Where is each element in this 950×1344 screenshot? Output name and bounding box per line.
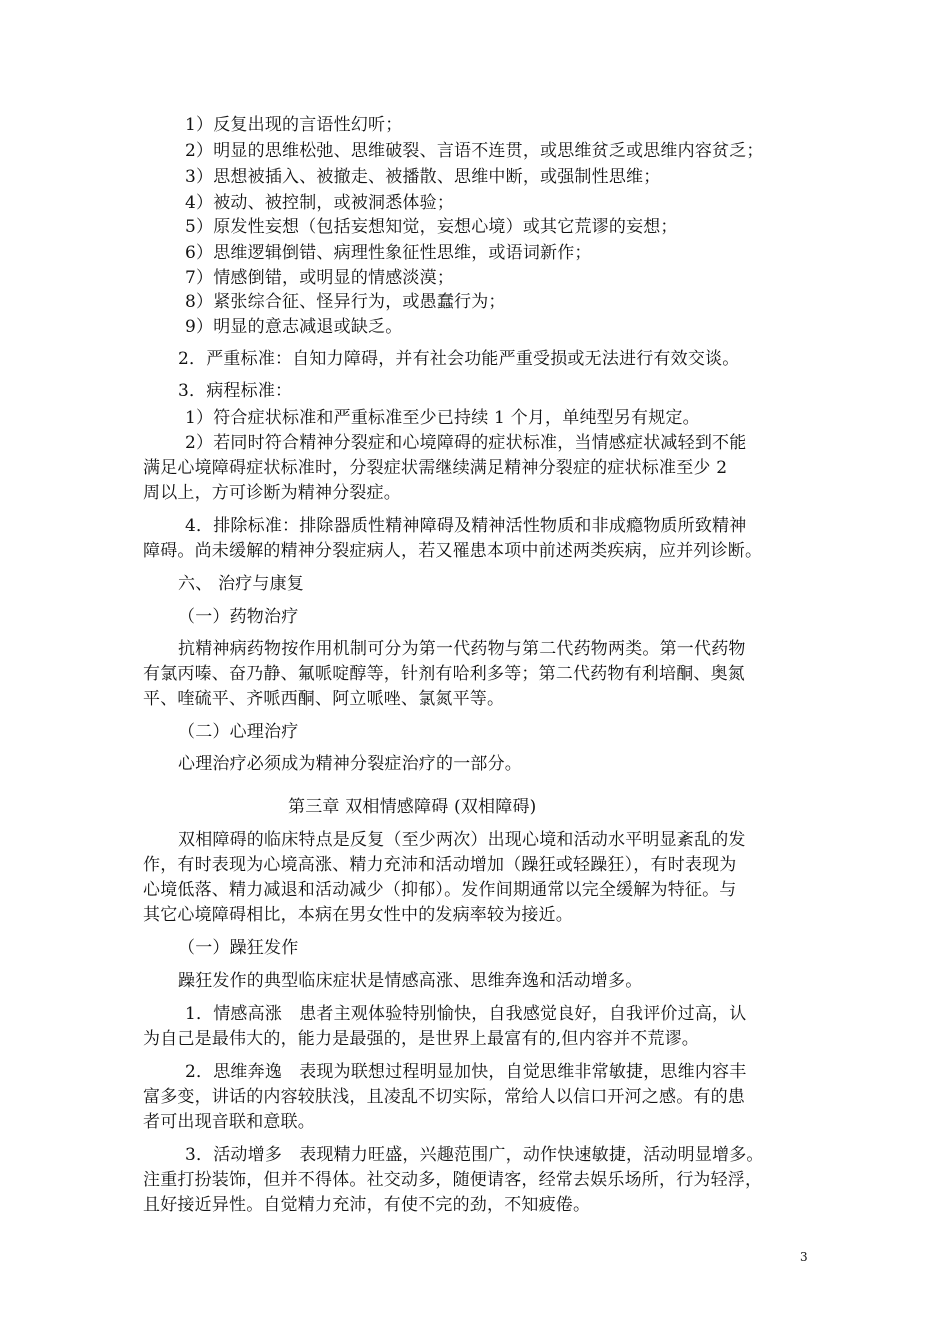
subheading-manic-episode: （一）躁狂发作: [178, 938, 299, 958]
increased-activity-line-2: 注重打扮装饰，但并不得体。社交动多，随便请客，经常去娱乐场所，行为轻浮，: [143, 1170, 763, 1190]
criterion-3: 3）思想被插入、被撤走、被播散、思维中断，或强制性思维；: [185, 167, 661, 187]
drug-therapy-line-2: 有氯丙嗪、奋乃静、氟哌啶醇等，针剂有哈利多等；第二代药物有利培酮、奥氮: [143, 664, 745, 684]
flight-of-ideas-line-1: 2．思维奔逸 表现为联想过程明显加快，自觉思维非常敏捷，思维内容丰: [185, 1062, 747, 1082]
exclusion-standard-line-2: 障碍。尚未缓解的精神分裂症病人，若又罹患本项中前述两类疾病，应并列诊断。: [143, 541, 763, 561]
chapter-title: 第三章 双相情感障碍 (双相障碍): [288, 797, 537, 817]
increased-activity-line-3: 且好接近异性。自觉精力充沛，有使不完的劲，不知疲倦。: [143, 1195, 591, 1215]
bipolar-intro-line-3: 心境低落、精力减退和活动减少（抑郁）。发作间期通常以完全缓解为特征。与: [143, 880, 737, 900]
criterion-9: 9）明显的意志减退或缺乏。: [185, 317, 403, 337]
criterion-1: 1）反复出现的言语性幻听；: [185, 115, 403, 135]
drug-therapy-line-3: 平、喹硫平、齐哌西酮、阿立哌唑、氯氮平等。: [143, 689, 505, 709]
criterion-8: 8）紧张综合征、怪异行为，或愚蠢行为；: [185, 292, 506, 312]
page-number: 3: [800, 1250, 808, 1264]
elevated-mood-line-2: 为自己是最伟大的，能力是最强的，是世界上最富有的,但内容并不荒谬。: [143, 1029, 700, 1049]
course-standard-heading: 3．病程标准：: [178, 381, 293, 401]
bipolar-intro-line-4: 其它心境障碍相比，本病在男女性中的发病率较为接近。: [143, 905, 573, 925]
course-standard-2-line-3: 周以上，方可诊断为精神分裂症。: [143, 483, 401, 503]
criterion-4: 4）被动、被控制，或被洞悉体验；: [185, 193, 455, 213]
bipolar-intro-line-1: 双相障碍的临床特点是反复（至少两次）出现心境和活动水平明显紊乱的发: [178, 830, 746, 850]
criterion-5: 5）原发性妄想（包括妄想知觉，妄想心境）或其它荒谬的妄想；: [185, 217, 678, 237]
course-standard-2-line-2: 满足心境障碍症状标准时，分裂症状需继续满足精神分裂症的症状标准至少 2: [143, 458, 728, 478]
elevated-mood-line-1: 1．情感高涨 患者主观体验特别愉快，自我感觉良好，自我评价过高，认: [185, 1004, 747, 1024]
drug-therapy-line-1: 抗精神病药物按作用机制可分为第一代药物与第二代药物两类。第一代药物: [178, 639, 746, 659]
exclusion-standard-line-1: 4．排除标准：排除器质性精神障碍及精神活性物质和非成瘾物质所致精神: [185, 516, 747, 536]
increased-activity-line-1: 3．活动增多 表现精力旺盛，兴趣范围广，动作快速敏捷，活动明显增多。: [185, 1145, 764, 1165]
course-standard-2-line-1: 2）若同时符合精神分裂症和心境障碍的症状标准，当情感症状减轻到不能: [185, 433, 747, 453]
subheading-psychotherapy: （二）心理治疗: [178, 722, 299, 742]
bipolar-intro-line-2: 作，有时表现为心境高涨、精力充沛和活动增加（躁狂或轻躁狂），有时表现为: [143, 855, 737, 875]
flight-of-ideas-line-2: 富多变，讲话的内容较肤浅，且凌乱不切实际，常给人以信口开河之感。有的患: [143, 1087, 745, 1107]
severity-standard: 2．严重标准：自知力障碍，并有社会功能严重受损或无法进行有效交谈。: [178, 349, 740, 369]
manic-episode-text: 躁狂发作的典型临床症状是情感高涨、思维奔逸和活动增多。: [178, 971, 643, 991]
criterion-6: 6）思维逻辑倒错、病理性象征性思维，或语词新作；: [185, 243, 592, 263]
section-heading-treatment: 六、 治疗与康复: [178, 574, 305, 594]
psychotherapy-text: 心理治疗必须成为精神分裂症治疗的一部分。: [178, 754, 522, 774]
course-standard-1: 1）符合症状标准和严重标准至少已持续 1 个月，单纯型另有规定。: [185, 408, 700, 428]
criterion-7: 7）情感倒错，或明显的情感淡漠；: [185, 268, 455, 288]
flight-of-ideas-line-3: 者可出现音联和意联。: [143, 1112, 315, 1132]
criterion-2: 2）明显的思维松弛、思维破裂、言语不连贯，或思维贫乏或思维内容贫乏；: [185, 141, 764, 161]
subheading-drug-therapy: （一）药物治疗: [178, 607, 299, 627]
